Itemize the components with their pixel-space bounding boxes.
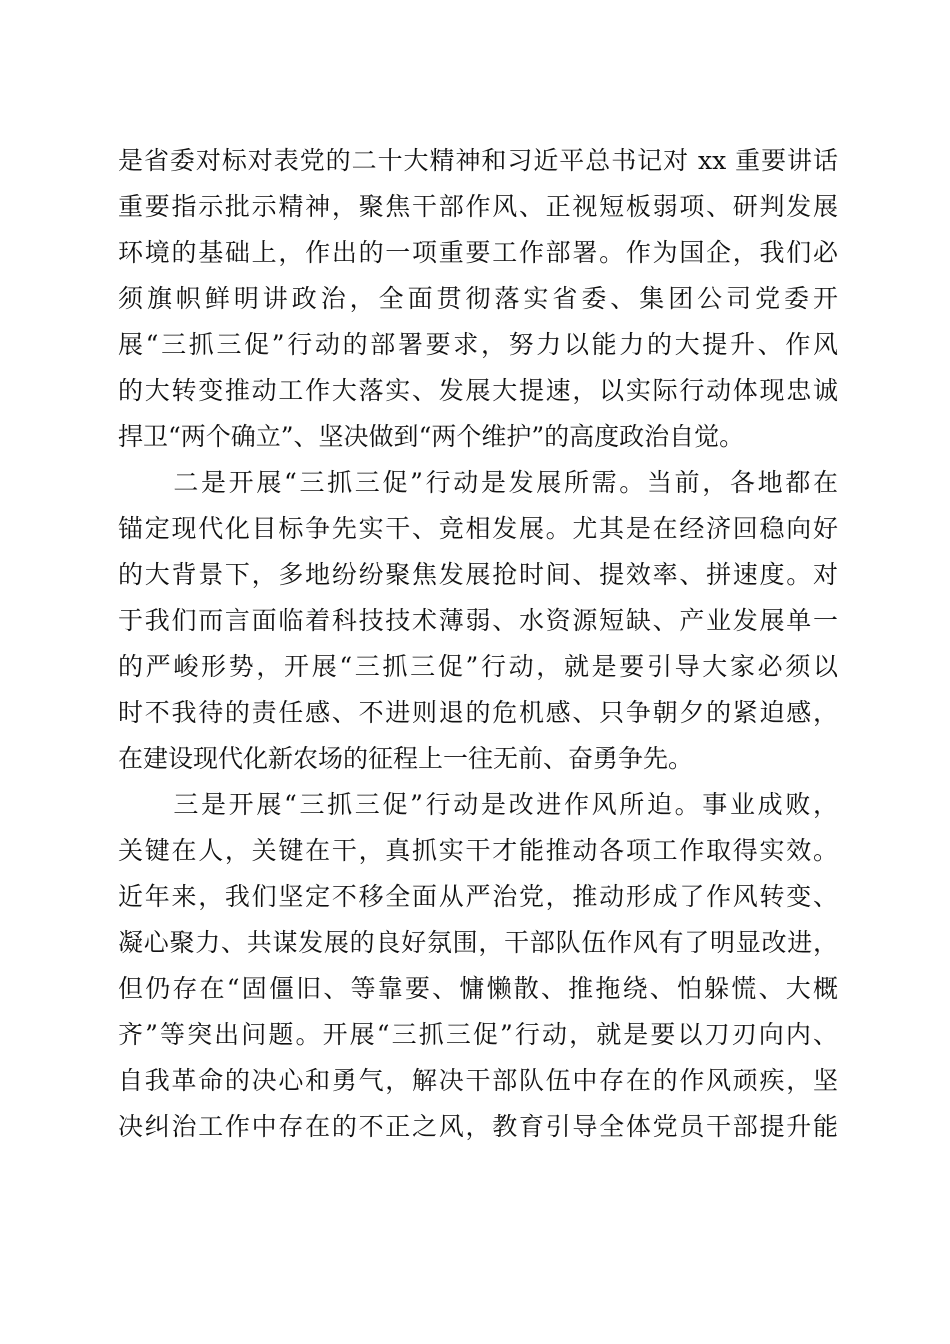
text-line: 的大转变推动工作大落实、发展大提速，以实际行动体现忠诚 [118, 376, 838, 405]
text-line: 锚定现代化目标争先实干、竞相发展。尤其是在经济回稳向好 [118, 514, 838, 543]
text-line: 决纠治工作中存在的不正之风，教育引导全体党员干部提升能 [118, 1112, 838, 1141]
text-line: 但仍存在“固僵旧、等靠要、慵懒散、推拖绕、怕躲慌、大概 [118, 974, 838, 1003]
text-line: 展“三抓三促”行动的部署要求，努力以能力的大提升、作风 [118, 330, 838, 359]
text-line: 三是开展“三抓三促”行动是改进作风所迫。事业成败， [118, 790, 838, 819]
text-line: 二是开展“三抓三促”行动是发展所需。当前，各地都在 [118, 468, 838, 497]
text-line: 是省委对标对表党的二十大精神和习近平总书记对 xx 重要讲话 [118, 146, 838, 175]
text-line: 时不我待的责任感、不进则退的危机感、只争朝夕的紧迫感， [118, 698, 838, 727]
text-line: 的大背景下，多地纷纷聚焦发展抢时间、提效率、拼速度。对 [118, 560, 838, 589]
paragraph-1 [118, 138, 838, 460]
document-body [118, 138, 838, 1150]
text-line: 须旗帜鲜明讲政治，全面贯彻落实省委、集团公司党委开 [118, 284, 838, 313]
text-line: 近年来，我们坚定不移全面从严治党，推动形成了作风转变、 [118, 882, 838, 911]
text-line: 于我们而言面临着科技技术薄弱、水资源短缺、产业发展单一 [118, 606, 838, 635]
text-line: 自我革命的决心和勇气，解决干部队伍中存在的作风顽疾，坚 [118, 1066, 838, 1095]
text-line: 关键在人，关键在干，真抓实干才能推动各项工作取得实效。 [118, 836, 838, 865]
text-line: 环境的基础上，作出的一项重要工作部署。作为国企，我们必 [118, 238, 838, 267]
text-line: 凝心聚力、共谋发展的良好氛围，干部队伍作风有了明显改进， [118, 928, 838, 957]
text-line: 捍卫“两个确立”、坚决做到“两个维护”的高度政治自觉。 [118, 422, 745, 451]
paragraph-2 [118, 460, 838, 782]
text-line: 在建设现代化新农场的征程上一往无前、奋勇争先。 [118, 744, 694, 773]
text-line: 齐”等突出问题。开展“三抓三促”行动，就是要以刀刃向内、 [118, 1020, 838, 1049]
text-line: 的严峻形势，开展“三抓三促”行动，就是要引导大家必须以 [118, 652, 838, 681]
text-line: 重要指示批示精神，聚焦干部作风、正视短板弱项、研判发展 [118, 192, 838, 221]
paragraph-3 [118, 782, 838, 1150]
